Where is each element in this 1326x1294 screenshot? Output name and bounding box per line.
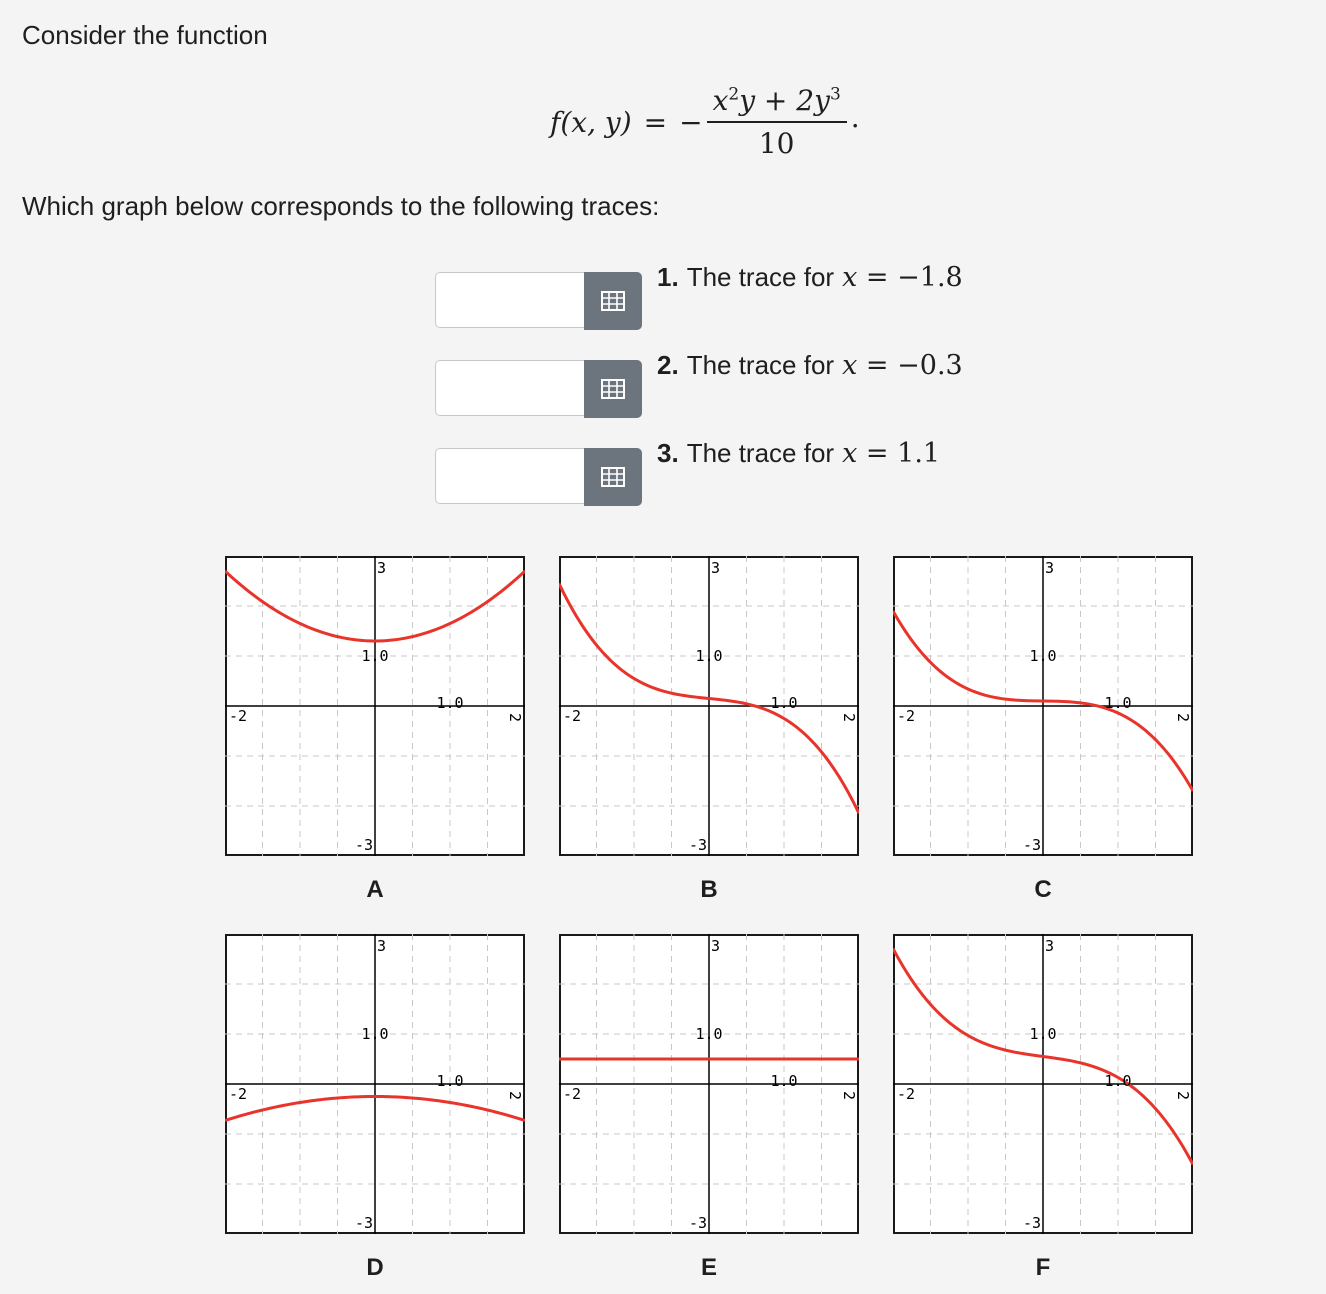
answer-label-1 [657,262,963,293]
tick-label-y-min: -3 [1022,836,1041,854]
answer-eq: = [865,262,889,293]
tick-label-y-max: 3 [377,559,387,577]
formula-period: . [850,101,860,134]
tick-label-y-mid: 1.0 [361,1025,389,1043]
answer-input-2[interactable] [435,360,585,416]
grid-icon [601,291,625,311]
tick-label-y-min: -3 [354,836,373,854]
answer-label-3 [657,438,940,469]
question-text: Which graph below corresponds to the following traces: [22,191,660,221]
tick-label-x-min: -2 [563,1085,582,1103]
chart-svg-d [225,934,525,1234]
answer-input-3[interactable] [435,448,585,504]
formula-denominator: 10 [758,127,795,160]
num-plus: + [763,84,788,117]
tick-label-x-min: -2 [897,707,916,725]
chart-svg-a [225,556,525,856]
tick-label-x-mid: 1.0 [770,1072,798,1090]
tick-label-y-mid: 1.0 [695,647,723,665]
answer-var: x [842,262,858,293]
chart-svg-c [893,556,1193,856]
graph-c[interactable] [893,556,1193,856]
graph-a[interactable] [225,556,525,856]
num-a: x [712,84,729,117]
answer-var: x [842,438,858,469]
graph-f[interactable] [893,934,1193,1234]
tick-label-x-max: 2 [1174,1090,1192,1100]
answer-var: x [842,350,858,381]
answer-text: The trace for [686,438,835,468]
answer-math [842,350,963,381]
intro-text: Consider the function [22,20,268,50]
graph-label-b: B [700,876,718,903]
graph-label-a: A [366,876,384,903]
graph-b[interactable] [559,556,859,856]
num-c-exp: 3 [829,84,841,105]
tick-label-x-mid: 1.0 [436,694,464,712]
formula-equals: = [643,105,668,139]
tick-label-x-max: 2 [840,712,858,722]
graph-label-f: F [1035,1254,1051,1281]
num-c: 2y [796,84,830,117]
tick-label-y-mid: 1.0 [695,1025,723,1043]
answer-number: 2. [657,350,679,380]
answer-math [842,262,963,293]
answer-value: −0.3 [897,350,963,381]
tick-label-x-min: -2 [229,1085,248,1103]
tick-label-y-min: -3 [1022,1214,1041,1232]
answer-input-1[interactable] [435,272,585,328]
answer-number: 1. [657,262,679,292]
tick-label-x-max: 2 [506,712,524,722]
chart-svg-f [893,934,1193,1234]
answer-row-2 [435,350,1035,420]
tick-label-x-max: 2 [506,1090,524,1100]
tick-label-x-mid: 1.0 [770,694,798,712]
answer-value: −1.8 [897,262,963,293]
answer-button-2[interactable] [584,360,642,418]
formula-sign: − [679,105,703,139]
tick-label-y-max: 3 [1045,559,1055,577]
answer-value: 1.1 [897,438,941,469]
tick-label-x-mid: 1.0 [1104,694,1132,712]
answer-button-1[interactable] [584,272,642,330]
tick-label-y-max: 3 [711,937,721,955]
tick-label-x-mid: 1.0 [436,1072,464,1090]
chart-svg-b [559,556,859,856]
num-a-exp: 2 [728,84,740,105]
tick-label-x-mid: 1.0 [1104,1072,1132,1090]
answer-number: 3. [657,438,679,468]
formula-numerator [707,84,847,123]
formula-fraction [707,84,847,160]
tick-label-y-max: 3 [1045,937,1055,955]
graph-label-e: E [700,1254,717,1281]
tick-label-y-min: -3 [354,1214,373,1232]
answer-text: The trace for [686,350,835,380]
answer-math [842,438,940,469]
graph-e[interactable] [559,934,859,1234]
chart-svg-e [559,934,859,1234]
tick-label-y-max: 3 [711,559,721,577]
grid-icon [601,467,625,487]
tick-label-x-min: -2 [563,707,582,725]
tick-label-x-max: 2 [840,1090,858,1100]
tick-label-y-min: -3 [688,836,707,854]
function-formula [550,82,860,162]
answer-row-1 [435,262,1035,332]
graph-d[interactable] [225,934,525,1234]
graph-label-d: D [366,1254,384,1281]
answer-row-3 [435,438,1035,508]
answer-eq: = [865,438,889,469]
tick-label-x-min: -2 [897,1085,916,1103]
graph-label-c: C [1034,876,1052,903]
grid-icon [601,379,625,399]
tick-label-y-max: 3 [377,937,387,955]
tick-label-y-min: -3 [688,1214,707,1232]
tick-label-y-mid: 1.0 [1029,647,1057,665]
tick-label-x-max: 2 [1174,712,1192,722]
tick-label-y-mid: 1.0 [1029,1025,1057,1043]
answer-label-2 [657,350,963,381]
answer-text: The trace for [686,262,835,292]
answer-eq: = [865,350,889,381]
formula-lhs: f(x, y) [550,105,632,139]
num-b: y [739,84,756,117]
tick-label-x-min: -2 [229,707,248,725]
answer-button-3[interactable] [584,448,642,506]
tick-label-y-mid: 1.0 [361,647,389,665]
